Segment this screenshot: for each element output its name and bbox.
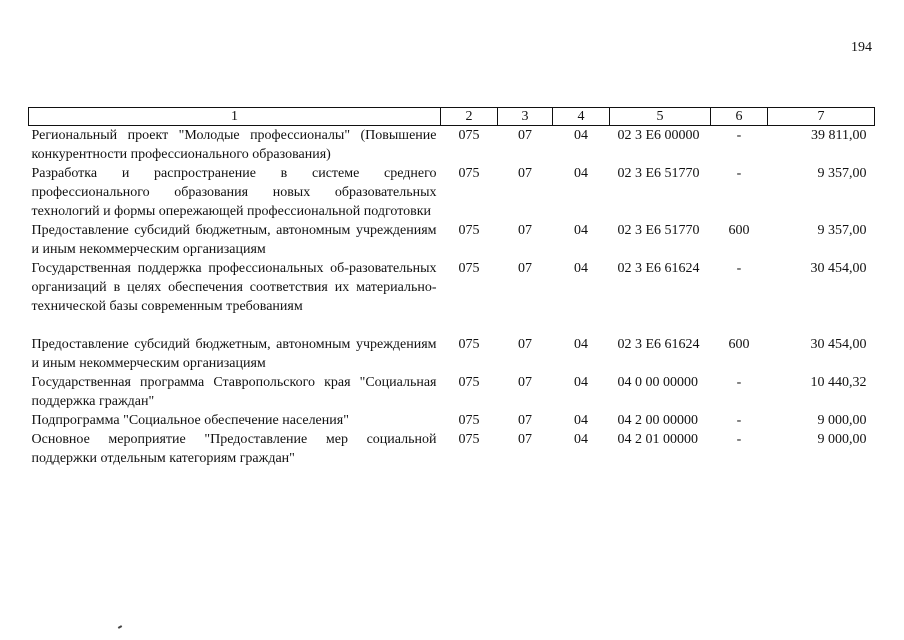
scan-speck	[118, 625, 122, 629]
amount: 9 000,00	[817, 432, 867, 447]
section-code: 07	[518, 375, 532, 390]
ministry-code: 075	[458, 223, 480, 238]
table-row	[29, 164, 875, 221]
row-name: Государственная поддержка профессиональных об-разовательных организаций в целях обеспечения соответствия их материально-технической базы современным требованиям	[31, 261, 437, 314]
table-spacer-row	[29, 316, 875, 335]
target-article-code: 02 3 Е6 51770	[617, 166, 700, 181]
subsection-code: 04	[574, 128, 588, 143]
column-header: 5	[610, 108, 711, 126]
expense-type-code: -	[736, 375, 742, 390]
amount: 9 357,00	[817, 223, 867, 238]
section-code: 07	[518, 223, 532, 238]
expense-type-code: -	[736, 128, 742, 143]
row-name: Государственная программа Ставропольского края "Социальная поддержка граждан"	[31, 375, 437, 409]
target-article-code: 02 3 Е6 61624	[617, 261, 700, 276]
table-row	[29, 430, 875, 468]
table-row	[29, 373, 875, 411]
table-row	[29, 411, 875, 430]
table-header-row	[29, 108, 875, 126]
target-article-code: 04 0 00 00000	[617, 375, 698, 390]
expense-type-code: 600	[728, 337, 750, 352]
column-header: 6	[711, 108, 768, 126]
section-code: 07	[518, 432, 532, 447]
ministry-code: 075	[458, 128, 480, 143]
column-header: 2	[441, 108, 498, 126]
expense-type-code: -	[736, 261, 742, 276]
ministry-code: 075	[458, 261, 480, 276]
table-row	[29, 335, 875, 373]
ministry-code: 075	[458, 432, 480, 447]
section-code: 07	[518, 128, 532, 143]
target-article-code: 04 2 01 00000	[617, 432, 698, 447]
expense-type-code: -	[736, 413, 742, 428]
section-code: 07	[518, 261, 532, 276]
ministry-code: 075	[458, 413, 480, 428]
subsection-code: 04	[574, 375, 588, 390]
ministry-code: 075	[458, 166, 480, 181]
amount: 10 440,32	[810, 375, 867, 390]
row-name: Разработка и распространение в системе среднего профессионального образования новых образовательных технологий и формы опережающей профессиональной подготовки	[31, 166, 437, 219]
section-code: 07	[518, 413, 532, 428]
section-code: 07	[518, 337, 532, 352]
expense-type-code: -	[736, 432, 742, 447]
target-article-code: 02 3 Е6 00000	[617, 128, 700, 143]
section-code: 07	[518, 166, 532, 181]
amount: 9 000,00	[817, 413, 867, 428]
row-name: Региональный проект "Молодые профессионалы" (Повышение конкурентности профессионального образования)	[31, 128, 437, 162]
column-header: 3	[498, 108, 553, 126]
subsection-code: 04	[574, 432, 588, 447]
subsection-code: 04	[574, 413, 588, 428]
column-header: 7	[768, 108, 875, 126]
row-name: Предоставление субсидий бюджетным, автономным учреждениям и иным некоммерческим организациям	[31, 223, 437, 257]
target-article-code: 02 3 Е6 51770	[617, 223, 700, 238]
budget-table	[28, 107, 875, 468]
column-header: 1	[29, 108, 441, 126]
column-header: 4	[553, 108, 610, 126]
amount: 39 811,00	[811, 128, 867, 143]
ministry-code: 075	[458, 375, 480, 390]
target-article-code: 02 3 Е6 61624	[617, 337, 700, 352]
subsection-code: 04	[574, 223, 588, 238]
subsection-code: 04	[574, 261, 588, 276]
expense-type-code: 600	[728, 223, 750, 238]
amount: 30 454,00	[810, 337, 867, 352]
target-article-code: 04 2 00 00000	[617, 413, 698, 428]
subsection-code: 04	[574, 337, 588, 352]
table-row	[29, 221, 875, 259]
table-row	[29, 126, 875, 165]
amount: 9 357,00	[817, 166, 867, 181]
table-row	[29, 259, 875, 316]
row-name: Основное мероприятие "Предоставление мер социальной поддержки отдельным категориям граждан"	[31, 432, 437, 466]
page-number: 194	[851, 40, 872, 55]
expense-type-code: -	[736, 166, 742, 181]
spacer-cell	[29, 316, 875, 335]
row-name: Подпрограмма "Социальное обеспечение населения"	[31, 413, 349, 428]
subsection-code: 04	[574, 166, 588, 181]
row-name: Предоставление субсидий бюджетным, автономным учреждениям и иным некоммерческим организациям	[31, 337, 437, 371]
ministry-code: 075	[458, 337, 480, 352]
amount: 30 454,00	[810, 261, 867, 276]
